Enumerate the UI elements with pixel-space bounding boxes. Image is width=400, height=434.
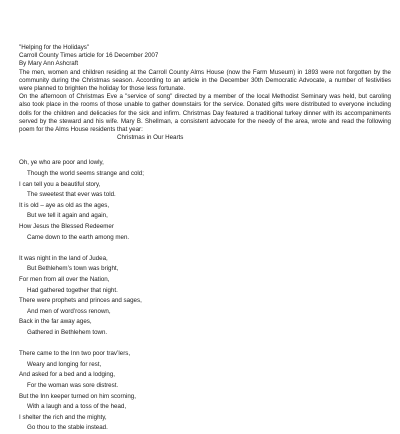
poem-line: It was night in the land of Judea, — [19, 254, 108, 262]
poem-line: How Jesus the Blessed Redeemer — [19, 223, 114, 230]
poem-line: With a laugh and a toss of the head, — [27, 403, 127, 411]
poem-line: The sweetest that ever was told. — [27, 191, 116, 199]
poem-line: Though the world seems strange and cold; — [27, 170, 144, 178]
poem-stanza — [19, 349, 391, 434]
poem-line: But Bethlehem’s town was bright, — [27, 265, 119, 273]
article-body — [19, 69, 391, 143]
poem-stanza — [19, 158, 391, 243]
article-header — [19, 44, 391, 69]
poem-line: Weary and longing for rest, — [27, 360, 102, 368]
poem — [19, 158, 391, 433]
paragraph-christmas-eve: On the afternoon of Christmas Eve a "service of song" directed by a member of the local Methodist Seminary was held, but caroling also took place in the rooms of those unable to gather downstairs for the service. Donated gifts were distributed to everyone including dolls for the children and delicacies for the sick and infirm. Christmas Day featured a traditional turkey dinner with its accompaniments served by the steward and his wife. Mary B. Shellman, a consistent advocate for the needy of the area, wrote and read the following poem for the Alms House residents that year: — [19, 93, 391, 134]
article-source: Carroll County Times article for 16 December 2007 — [19, 52, 159, 60]
poem-line: Oh, ye who are poor and lowly, — [19, 159, 104, 167]
poem-line: But the Inn keeper turned on him scorning, — [19, 392, 136, 400]
poem-line: I shelter the rich and the mighty, — [19, 413, 107, 421]
article-byline: By Mary Ann Ashcraft — [19, 60, 79, 68]
poem-line: And men of word’ross renown, — [27, 307, 111, 315]
article-title: "Helping for the Holidays" — [19, 44, 90, 51]
poem-line: Had gathered together that night. — [27, 286, 118, 294]
poem-line: Gathered in Bethlehem town. — [27, 328, 108, 336]
poem-line: I can tell you a beautiful story, — [19, 180, 101, 188]
poem-line: For the woman was sore distrest. — [27, 381, 119, 389]
poem-line: But we tell it again and again, — [27, 212, 108, 220]
poem-line: It is old – aye as old as the ages, — [19, 201, 110, 209]
poem-line: And asked for a bed and a lodging, — [19, 371, 115, 379]
poem-line: Back in the far away ages, — [19, 318, 92, 326]
poem-line: There came to the Inn two poor trav’lers, — [19, 350, 131, 358]
document-page — [19, 0, 391, 432]
poem-line: For men from all over the Nation, — [19, 275, 110, 283]
poem-title: Christmas in Our Hearts — [117, 134, 184, 142]
poem-line: Go thou to the stable instead. — [27, 424, 108, 432]
poem-line: Came down to the earth among men. — [27, 233, 130, 241]
paragraph-intro: The men, women and children residing at the Carroll County Alms House (now the Farm Museum) in 1893 were not forgotten by the community during the Christmas season. According to an article in the December 30th Democratic Advocate, a number of festivities were planned to brighten the holiday for those less fortunate. — [19, 68, 391, 93]
poem-line: There were prophets and princes and sages, — [19, 297, 142, 305]
poem-stanza — [19, 254, 391, 339]
